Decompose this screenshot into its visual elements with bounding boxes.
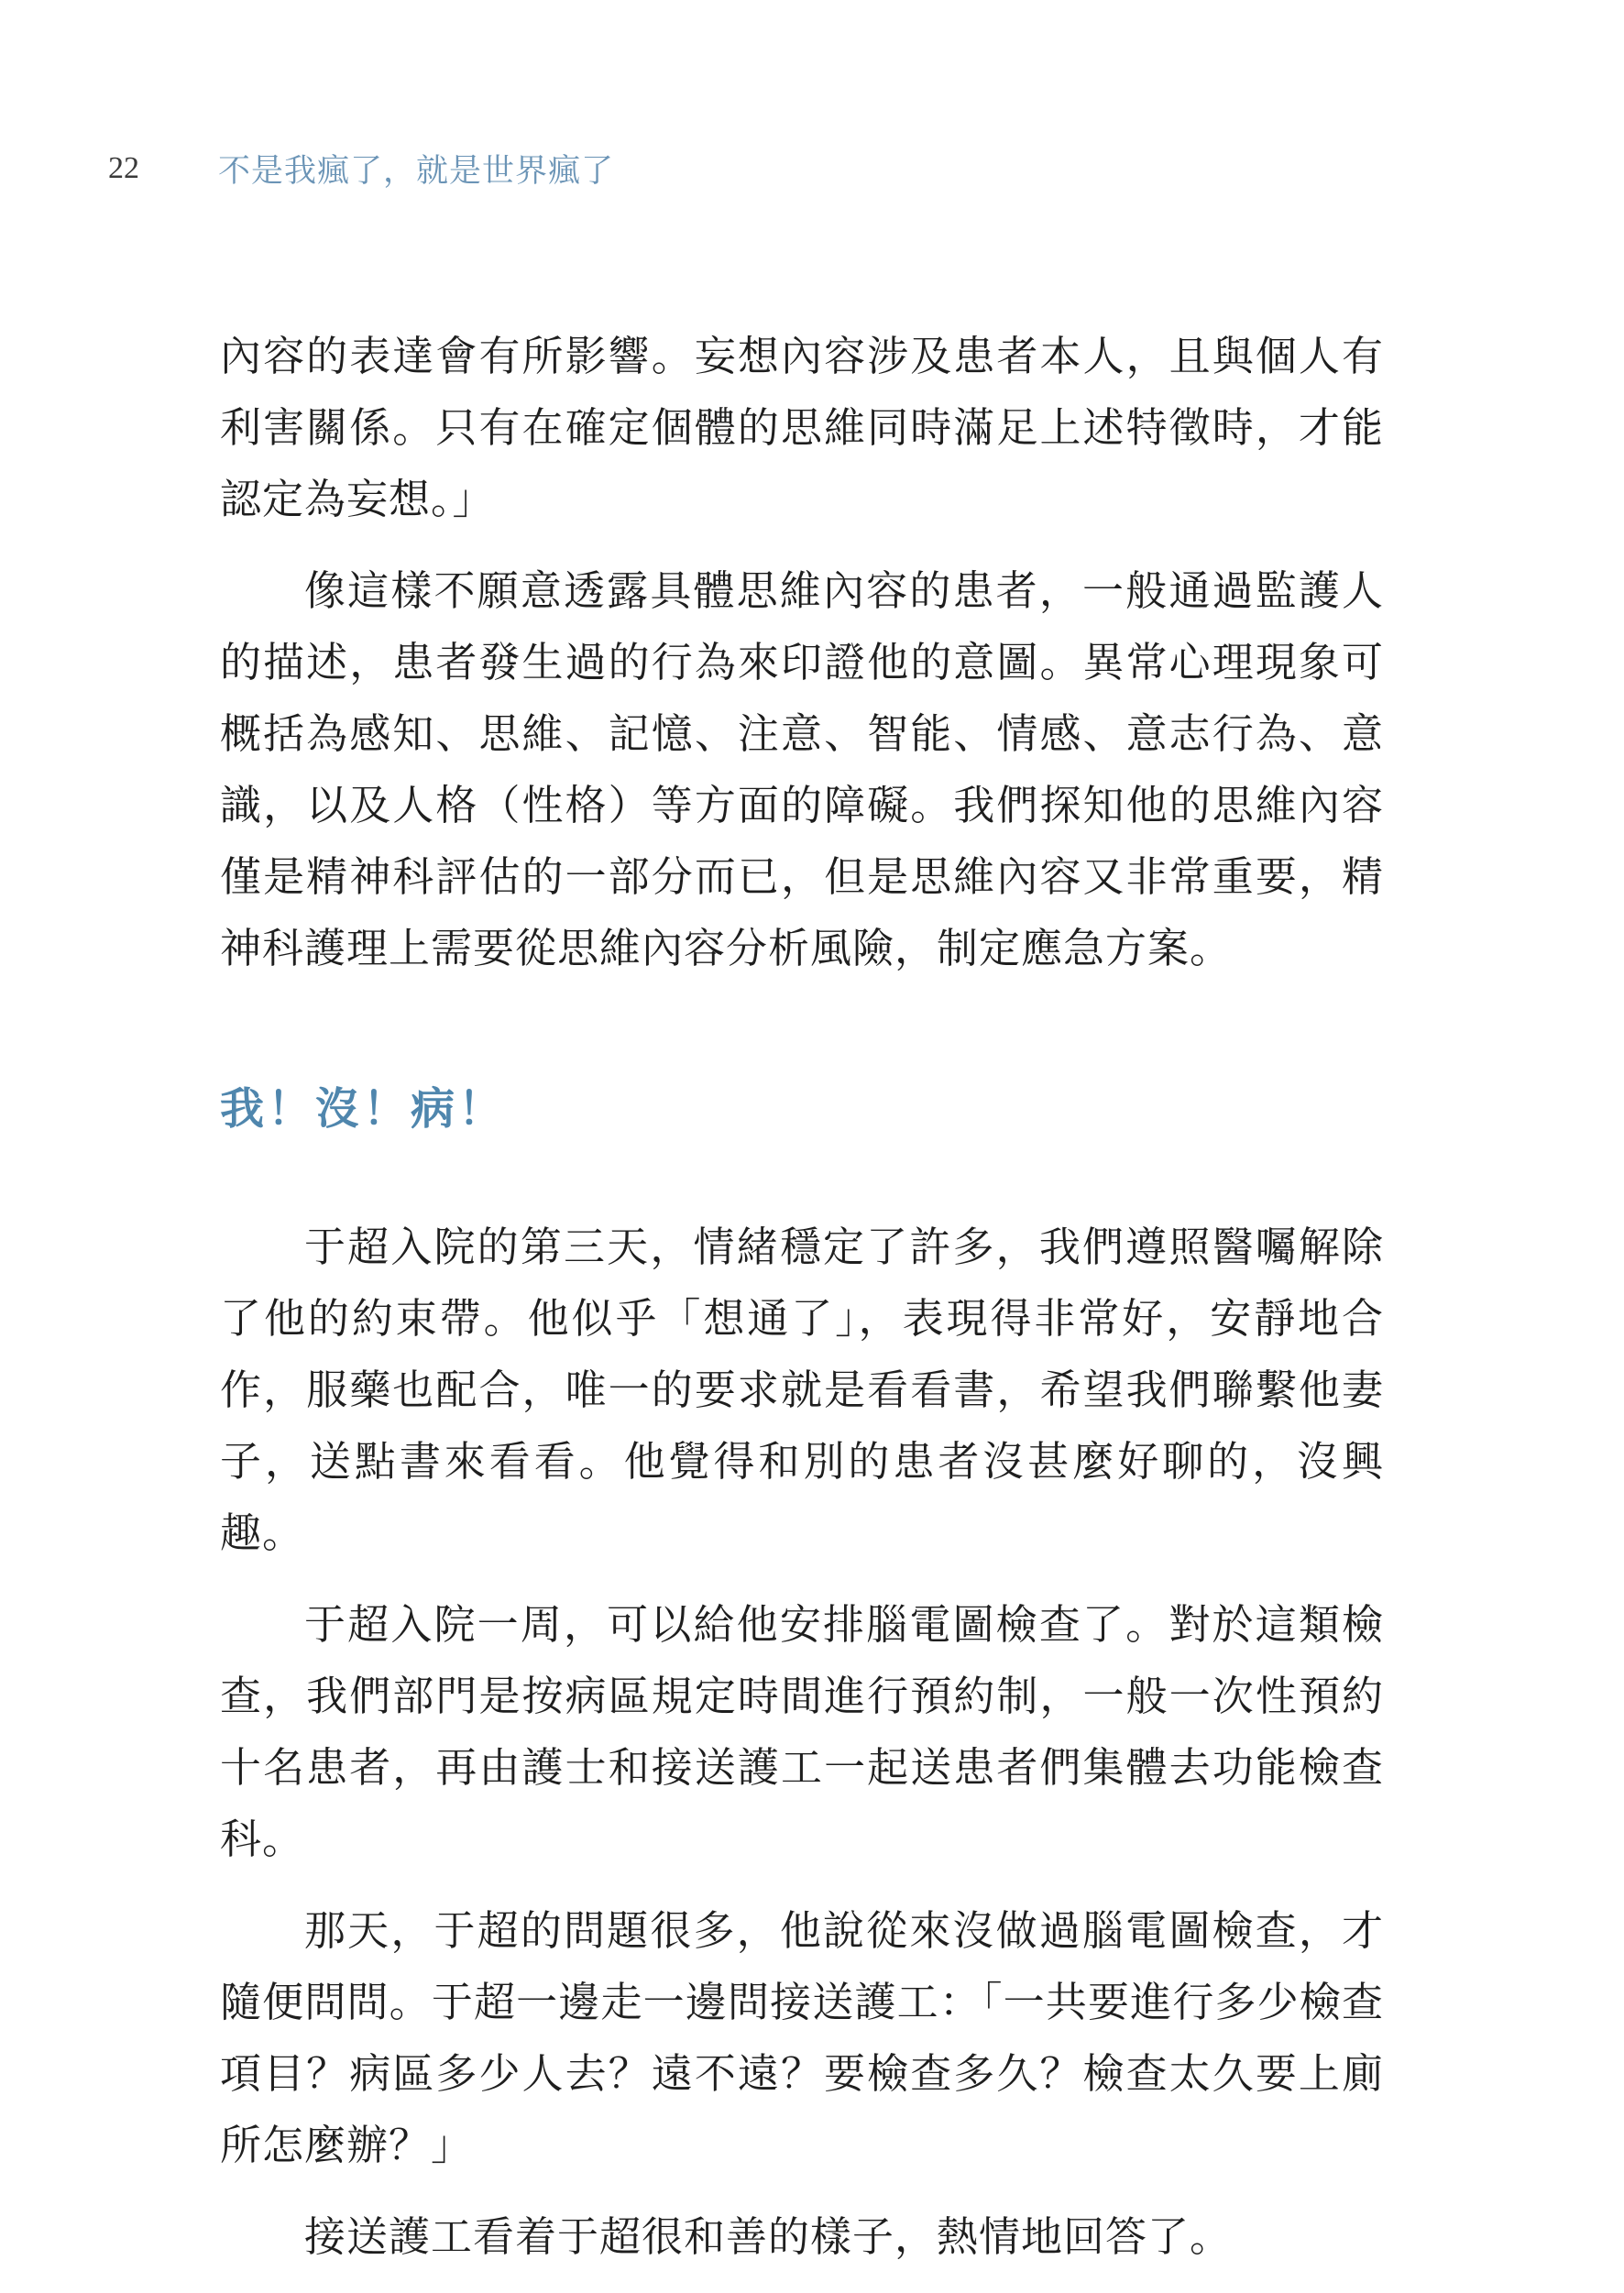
paragraph: 像這樣不願意透露具體思維內容的患者，一般通過監護人的描述，患者發生過的行為來印證他的意圖。異常心理現象可概括為感知、思維、記憶、注意、智能、情感、意志行為、意識，以及人格（性格）等方面的障礙。我們探知他的思維內容僅是精神科評估的一部分而已，但是思維內容又非常重要，精神科護理上需要從思維內容分析風險，制定應急方案。 [220,566,1384,972]
section-heading: 我！沒！病！ [220,1083,507,1135]
body-text [220,321,1384,2293]
paragraph: 那天，于超的問題很多，他說從來沒做過腦電圖檢查，才隨便問問。于超一邊走一邊問接送護工：「一共要進行多少檢查項目？病區多少人去？遠不遠？要檢查多久？檢查太久要上廁所怎麼辦？」 [220,1906,1384,2169]
book-title: 不是我瘋了，就是世界瘋了 [218,153,615,190]
paragraph-continued: 內容的表達會有所影響。妄想內容涉及患者本人，且與個人有利害關係。只有在確定個體的思維同時滿足上述特徵時，才能認定為妄想。」 [220,332,1384,523]
running-header [108,143,614,194]
page-number: 22 [108,151,139,185]
paragraph: 接送護工看着于超很和善的樣子，熱情地回答了。 [304,2212,1233,2261]
paragraph: 于超入院的第三天，情緒穩定了許多，我們遵照醫囑解除了他的約束帶。他似乎「想通了」，表現得非常好，安靜地合作，服藥也配合，唯一的要求就是看看書，希望我們聯繫他妻子，送點書來看看。他覺得和別的患者沒甚麼好聊的，沒興趣。 [220,1223,1384,1557]
paragraph: 于超入院一周，可以給他安排腦電圖檢查了。對於這類檢查，我們部門是按病區規定時間進行預約制，一般一次性預約十名患者，再由護士和接送護工一起送患者們集體去功能檢查科。 [220,1600,1384,1863]
